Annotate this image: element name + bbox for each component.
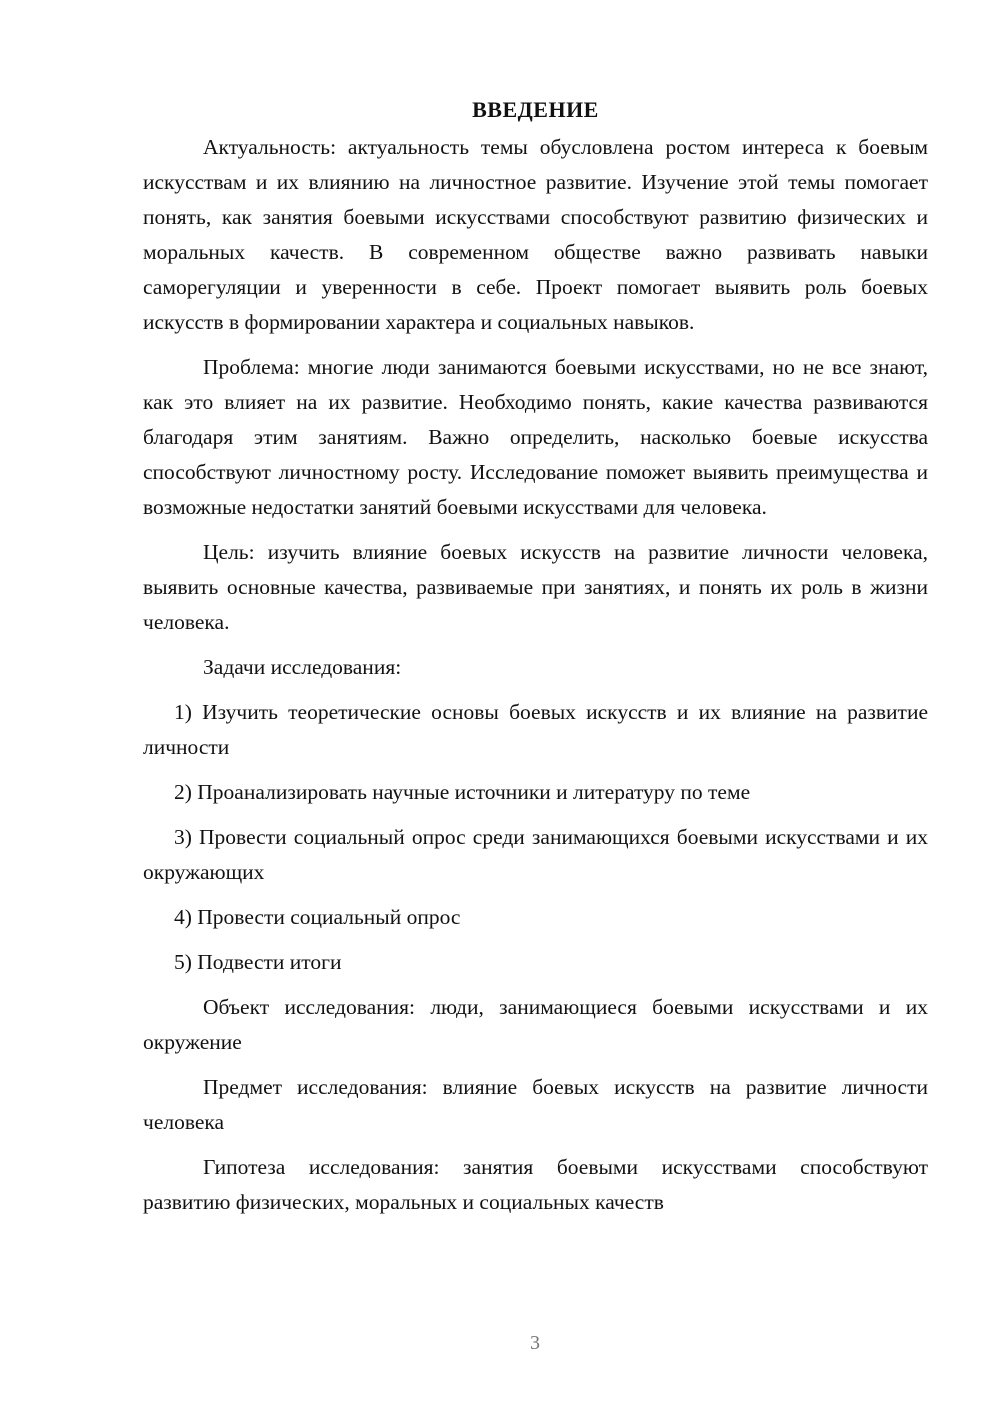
- object-paragraph: Объект исследования: люди, занимающиеся боевыми искусствами и их окружение: [143, 995, 928, 1054]
- tasks-heading: Задачи исследования:: [203, 655, 402, 679]
- task-item-1: 1) Изучить теоретические основы боевых искусств и их влияние на развитие личности: [143, 700, 928, 759]
- goal-paragraph: Цель: изучить влияние боевых искусств на развитие личности человека, выявить основные качества, развиваемые при занятиях, и понять их роль в жизни человека.: [143, 540, 928, 634]
- task-item-3: 3) Провести социальный опрос среди занимающихся боевыми искусствами и их окружающих: [143, 825, 928, 884]
- document-page: [143, 94, 928, 1230]
- hypothesis-paragraph: Гипотеза исследования: занятия боевыми искусствами способствуют развитию физических, моральных и социальных качеств: [143, 1155, 928, 1214]
- task-item-5: 5) Подвести итоги: [174, 950, 342, 974]
- subject-paragraph: Предмет исследования: влияние боевых искусств на развитие личности человека: [143, 1075, 928, 1134]
- section-heading: ВВЕДЕНИЕ: [472, 97, 599, 122]
- problem-paragraph: Проблема: многие люди занимаются боевыми искусствами, но не все знают, как это влияет на их развитие. Необходимо понять, какие качества развиваются благодаря этим занятиям. Важно определить, насколько боевые искусства способствуют личностному росту. Исследование поможет выявить преимущества и возможные недостатки занятий боевыми искусствами для человека.: [143, 355, 928, 519]
- page-number: 3: [530, 1332, 540, 1354]
- relevance-paragraph: Актуальность: актуальность темы обусловлена ростом интереса к боевым искусствам и их влиянию на личностное развитие. Изучение этой темы помогает понять, как занятия боевыми искусствами способствуют развитию физических и моральных качеств. В современном обществе важно развивать навыки саморегуляции и уверенности в себе. Проект помогает выявить роль боевых искусств в формировании характера и социальных навыков.: [143, 135, 928, 334]
- task-item-4: 4) Провести социальный опрос: [174, 905, 461, 929]
- task-item-2: 2) Проанализировать научные источники и литературу по теме: [174, 780, 751, 804]
